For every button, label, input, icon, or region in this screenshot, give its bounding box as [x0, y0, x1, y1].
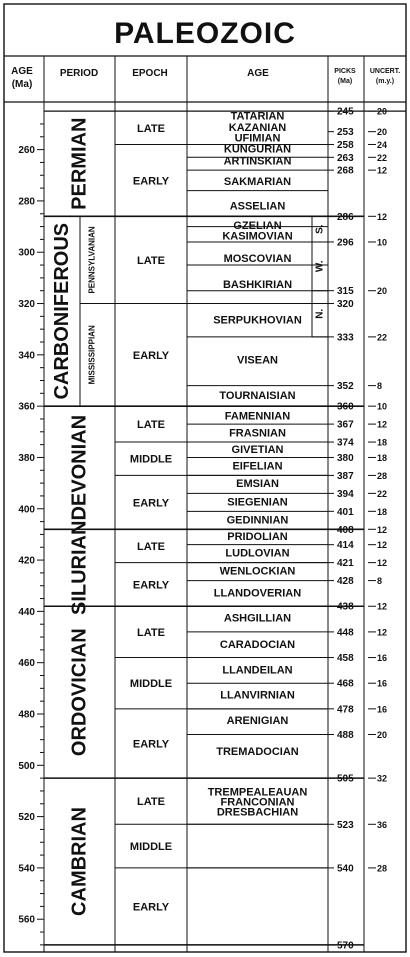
uncertainty-label: 8	[377, 381, 383, 392]
age-label: KAZANIAN	[228, 122, 287, 135]
age-label: ARTINSKIAN	[223, 155, 292, 168]
uncertainty-label: 22	[377, 332, 388, 343]
uncertainty-label: 12	[377, 524, 388, 535]
uncertainty-label: 16	[377, 678, 388, 689]
pick-label: 428	[337, 576, 354, 588]
pick-label: 296	[337, 237, 354, 249]
age-label: EMSIAN	[236, 478, 279, 491]
header-uncert: UNCERT.	[369, 68, 401, 75]
age-label: SIEGENIAN	[227, 496, 288, 509]
uncertainty-label: 12	[377, 211, 388, 222]
axis-tick-label: 500	[18, 760, 35, 772]
uncertainty-label: 28	[377, 863, 388, 874]
epoch-label: EARLY	[132, 175, 170, 188]
axis-tick-label: 520	[18, 812, 35, 824]
pick-label: 408	[337, 524, 354, 536]
period-label: PERMIAN	[68, 117, 91, 210]
pick-label: 360	[337, 401, 354, 413]
period-label: SILURIAN	[68, 520, 91, 615]
uncertainty-label: 18	[377, 452, 388, 463]
epoch-label: EARLY	[132, 901, 170, 914]
uncertainty-label: 16	[377, 704, 388, 715]
age-label: TATARIAN	[230, 110, 285, 123]
axis-tick-label: 300	[18, 247, 35, 259]
age-label: LUDLOVIAN	[225, 547, 290, 560]
subperiod-label: MISSISSIPPIAN	[87, 325, 97, 385]
chart-title: PALEOZOIC	[114, 17, 296, 50]
age-label: PRIDOLIAN	[227, 530, 288, 543]
pick-label: 401	[337, 506, 354, 518]
header-age: AGE	[247, 68, 269, 79]
pick-label: 374	[337, 437, 354, 449]
epoch-label: LATE	[137, 419, 165, 432]
epoch-label: MIDDLE	[129, 453, 173, 466]
age-label: GZELIAN	[233, 219, 282, 232]
age-label: WENLOCKIAN	[219, 565, 296, 578]
pick-label: 488	[337, 730, 354, 742]
axis-tick-label: 260	[18, 145, 35, 157]
stage-letter-label: W.	[314, 260, 326, 273]
pick-label: 540	[337, 863, 354, 875]
axis-tick-label: 420	[18, 555, 35, 567]
uncertainty-label: 20	[377, 286, 388, 297]
pick-label: 253	[337, 127, 354, 139]
period-label: DEVONIAN	[68, 414, 91, 521]
axis-tick-label: 480	[18, 709, 35, 721]
age-label: BASHKIRIAN	[222, 279, 293, 292]
pick-label: 458	[337, 653, 354, 665]
uncertainty-label: 28	[377, 470, 388, 481]
stage-letter-label: S.	[314, 224, 326, 234]
pick-label: 438	[337, 601, 354, 613]
uncertainty-label: 12	[377, 627, 388, 638]
pick-label: 367	[337, 419, 354, 431]
age-label: LLANDEILAN	[222, 664, 293, 677]
pick-label: 414	[337, 540, 354, 552]
age-label: FRANCONIAN	[220, 796, 295, 809]
uncertainty-label: 36	[377, 819, 388, 830]
axis-tick-label: 380	[18, 452, 35, 464]
subperiod-label: PENNSYLVANIAN	[87, 226, 97, 294]
pick-label: 421	[337, 558, 354, 570]
age-label: EIFELIAN	[232, 460, 283, 473]
age-label: TOURNAISIAN	[219, 390, 296, 403]
epoch-label: LATE	[137, 122, 165, 135]
epoch-label: EARLY	[132, 349, 170, 362]
period-label: ORDOVICIAN	[68, 628, 91, 757]
pick-label: 315	[337, 286, 354, 298]
pick-label: 258	[337, 139, 354, 151]
epoch-label: LATE	[137, 626, 165, 639]
age-label: ASSELIAN	[229, 200, 286, 213]
pick-label: 320	[337, 299, 354, 311]
axis-tick-label: 320	[18, 299, 35, 311]
uncertainty-label: 12	[377, 601, 388, 612]
age-label: FAMENNIAN	[224, 410, 291, 423]
epoch-label: EARLY	[132, 497, 170, 510]
uncertainty-label: 20	[377, 106, 388, 117]
age-label: KASIMOVIAN	[222, 230, 293, 243]
pick-label: 387	[337, 470, 354, 482]
age-label: LLANDOVERIAN	[213, 587, 302, 600]
pick-label: 570	[337, 940, 354, 952]
header-age-ma-unit: (Ma)	[11, 79, 33, 90]
epoch-label: MIDDLE	[129, 678, 173, 691]
pick-label: 523	[337, 819, 354, 831]
axis-tick-label: 340	[18, 350, 35, 362]
age-label: SERPUKHOVIAN	[213, 314, 302, 327]
age-label: KUNGURIAN	[223, 143, 292, 156]
uncertainty-label: 24	[377, 139, 388, 150]
uncertainty-label: 10	[377, 401, 388, 412]
pick-label: 468	[337, 678, 354, 690]
epoch-label: LATE	[137, 254, 165, 267]
age-label: DRESBACHIAN	[216, 806, 299, 819]
pick-label: 245	[337, 106, 354, 118]
axis-tick-label: 400	[18, 504, 35, 516]
uncertainty-label: 22	[377, 152, 388, 163]
axis-tick-label: 460	[18, 658, 35, 670]
pick-label: 478	[337, 704, 354, 716]
age-label: ASHGILLIAN	[223, 612, 292, 625]
pick-label: 505	[337, 773, 354, 785]
age-label: LLANVIRNIAN	[220, 689, 295, 702]
uncertainty-label: 32	[377, 773, 388, 784]
pick-label: 380	[337, 452, 354, 464]
age-label: ARENIGIAN	[226, 714, 289, 727]
header-epoch: EPOCH	[132, 68, 168, 79]
age-label: GIVETIAN	[231, 444, 284, 457]
age-label: FRASNIAN	[229, 427, 286, 440]
epoch-label: LATE	[137, 540, 165, 553]
axis-tick-label: 540	[18, 863, 35, 875]
age-label: TREMADOCIAN	[216, 745, 299, 758]
pick-label: 394	[337, 488, 354, 500]
pick-label: 286	[337, 211, 354, 223]
header-picks-unit: (Ma)	[337, 78, 353, 85]
uncertainty-label: 20	[377, 127, 388, 138]
age-label: GEDINNIAN	[226, 514, 289, 527]
axis-tick-label: 360	[18, 401, 35, 413]
uncertainty-label: 12	[377, 165, 388, 176]
age-label: UFIMIAN	[234, 132, 281, 145]
age-label: VISEAN	[237, 354, 278, 367]
uncertainty-label: 8	[377, 576, 383, 587]
header-uncert-unit: (m.y.)	[375, 78, 395, 85]
period-label: CARBONIFEROUS	[51, 222, 73, 400]
stage-letter-label: N.	[314, 308, 326, 319]
uncertainty-label: 12	[377, 558, 388, 569]
pick-label: 268	[337, 165, 354, 177]
period-label: CAMBRIAN	[68, 807, 91, 916]
header-period: PERIOD	[59, 68, 99, 79]
uncertainty-label: 12	[377, 419, 388, 430]
pick-label: 448	[337, 627, 354, 639]
uncertainty-label: 10	[377, 237, 388, 248]
uncertainty-label: 12	[377, 540, 388, 551]
header-age-ma: AGE	[11, 66, 33, 77]
epoch-label: EARLY	[132, 738, 170, 751]
pick-label: 263	[337, 152, 354, 164]
uncertainty-label: 16	[377, 653, 388, 664]
uncertainty-label: 22	[377, 488, 388, 499]
pick-label: 333	[337, 332, 354, 344]
uncertainty-label: 18	[377, 506, 388, 517]
epoch-label: MIDDLE	[129, 841, 173, 854]
age-label: MOSCOVIAN	[223, 253, 292, 266]
age-label: CARADOCIAN	[219, 638, 296, 651]
header-picks: PICKS	[334, 68, 356, 75]
age-label: TREMPEALEAUAN	[207, 786, 308, 799]
axis-tick-label: 560	[18, 914, 35, 926]
age-label: SAKMARIAN	[223, 176, 292, 189]
uncertainty-label: 20	[377, 730, 388, 741]
pick-label: 352	[337, 381, 354, 393]
axis-tick-label: 280	[18, 196, 35, 208]
epoch-label: LATE	[137, 796, 165, 809]
uncertainty-label: 18	[377, 437, 388, 448]
epoch-label: EARLY	[132, 579, 170, 592]
axis-tick-label: 440	[18, 606, 35, 618]
